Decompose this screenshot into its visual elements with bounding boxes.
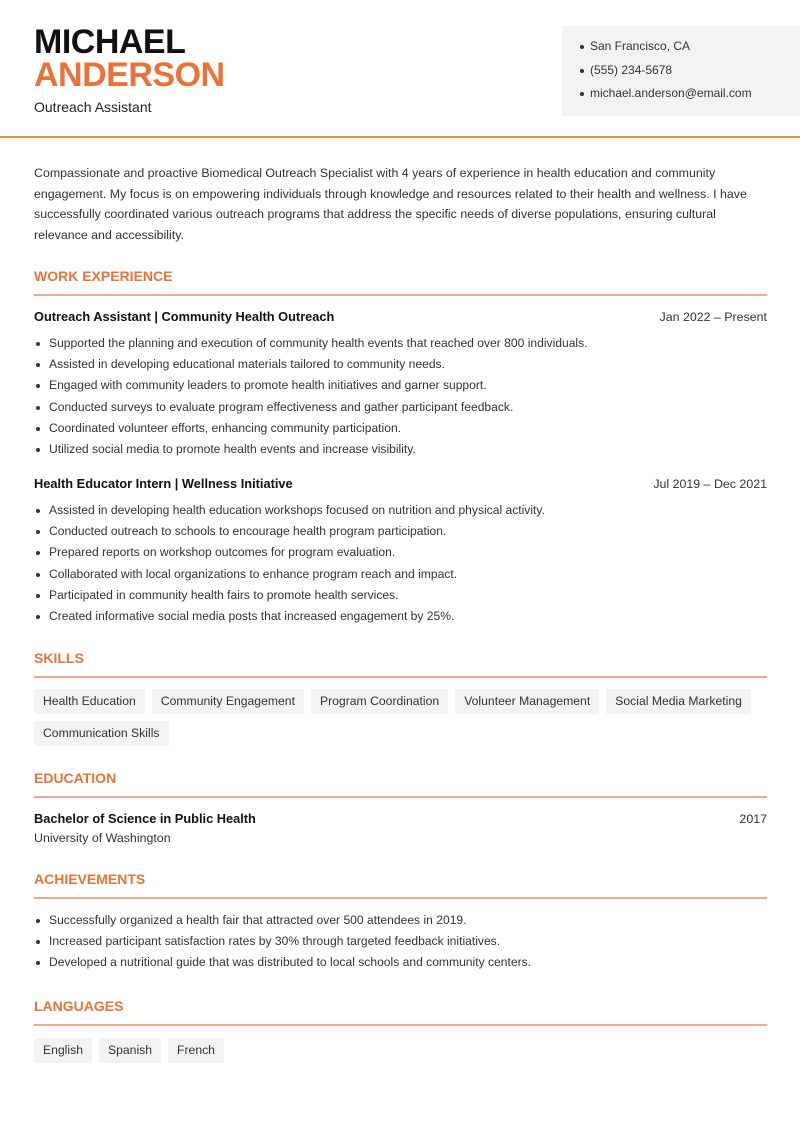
section-title-work-experience: WORK EXPERIENCE [34,268,767,296]
bullet-icon [36,406,40,410]
list-item [34,421,767,442]
bullet-text: Engaged with community leaders to promote health initiatives and garner support. [49,378,487,393]
bullet-icon [36,919,40,923]
language-tag: French [168,1038,224,1063]
job-entry-header [34,476,767,491]
job-entry-header [34,309,767,324]
list-item [34,913,767,934]
list-item [34,609,767,630]
skill-tag: Communication Skills [34,721,169,746]
bullet-icon [36,573,40,577]
bullet-text: Conducted surveys to evaluate program effectiveness and gather participant feedback. [49,399,514,414]
degree: Bachelor of Science in Public Health [34,811,256,826]
section-title-languages: LANGUAGES [34,998,767,1026]
language-tag: English [34,1038,92,1063]
first-name: MICHAEL [34,23,186,61]
bullet-text: Assisted in developing educational materials tailored to community needs. [49,357,445,372]
job-role: Outreach Assistant | Community Health Outreach [34,309,335,324]
list-item [34,567,767,588]
achievements-list [34,913,767,977]
bullet-icon [580,45,584,49]
skill-tag: Health Education [34,689,145,714]
skills-tags [34,689,774,753]
list-item [34,934,767,955]
job-dates: Jan 2022 – Present [659,310,767,324]
section-title-skills: SKILLS [34,650,767,678]
list-item [34,357,767,378]
contact-email [580,86,800,110]
list-item [34,442,767,463]
bullet-icon [36,342,40,346]
job-title: Outreach Assistant [34,99,152,115]
bullet-text: Utilized social media to promote health events and increase visibility. [49,441,416,456]
list-item [34,588,767,609]
bullet-icon [36,961,40,965]
skill-tag: Social Media Marketing [606,689,751,714]
list-item [34,955,767,976]
list-item [34,336,767,357]
list-item [34,503,767,524]
bullet-icon [36,384,40,388]
section-title-achievements: ACHIEVEMENTS [34,871,767,899]
bullet-text: Conducted outreach to schools to encourage health program participation. [49,524,447,539]
language-tag: Spanish [99,1038,161,1063]
bullet-icon [36,427,40,431]
bullet-icon [36,509,40,513]
bullet-text: Developed a nutritional guide that was distributed to local schools and community centers. [49,955,532,970]
school-name: University of Washington [34,831,171,845]
list-item [34,524,767,545]
bullet-text: Created informative social media posts that increased engagement by 25%. [49,608,455,623]
skill-tag: Volunteer Management [455,689,599,714]
bullet-text: Increased participant satisfaction rates by 30% through targeted feedback initiatives. [49,934,501,949]
phone-text: (555) 234-5678 [590,62,673,77]
bullet-icon [36,363,40,367]
bullet-icon [36,551,40,555]
bullet-icon [36,594,40,598]
bullet-icon [36,530,40,534]
bullet-text: Supported the planning and execution of community health events that reached over 800 individuals. [49,336,588,350]
skill-tag: Community Engagement [152,689,304,714]
job-role: Health Educator Intern | Wellness Initiative [34,476,293,491]
skill-tag: Program Coordination [311,689,448,714]
bullet-text: Participated in community health fairs to promote health services. [49,587,399,602]
job-bullets [34,336,767,463]
contact-location [580,39,800,63]
list-item [34,545,767,566]
languages-tags [34,1038,774,1070]
bullet-icon [36,448,40,452]
job-bullets [34,503,767,630]
graduation-year: 2017 [739,812,767,826]
contact-phone [580,63,800,87]
bullet-text: Coordinated volunteer efforts, enhancing community participation. [49,420,402,435]
bullet-text: Assisted in developing health education workshops focused on nutrition and physical activity. [49,503,545,517]
email-link[interactable]: michael.anderson@email.com [590,86,752,100]
bullet-text: Collaborated with local organizations to enhance program reach and impact. [49,566,458,581]
education-entry-header [34,811,767,826]
bullet-icon [580,69,584,73]
contact-box [562,26,800,116]
job-dates: Jul 2019 – Dec 2021 [653,477,767,491]
bullet-icon [36,940,40,944]
last-name: ANDERSON [34,56,225,94]
bullet-icon [580,92,584,96]
bullet-icon [36,615,40,619]
section-title-education: EDUCATION [34,770,767,798]
list-item [34,400,767,421]
location-text: San Francisco, CA [590,39,691,53]
resume-header [0,0,800,138]
summary-paragraph: Compassionate and proactive Biomedical Outreach Specialist with 4 years of experience in health education and community engagement. My focus is on empowering individuals through knowledge and resources related to their health and wellness. I have successfully coordinated various outreach programs that address the specific needs of diverse populations, ensuring cultural relevance and accessibility. [34,166,747,243]
bullet-text: Prepared reports on workshop outcomes for program evaluation. [49,545,396,560]
bullet-text: Successfully organized a health fair that attracted over 500 attendees in 2019. [49,913,467,927]
list-item [34,378,767,399]
